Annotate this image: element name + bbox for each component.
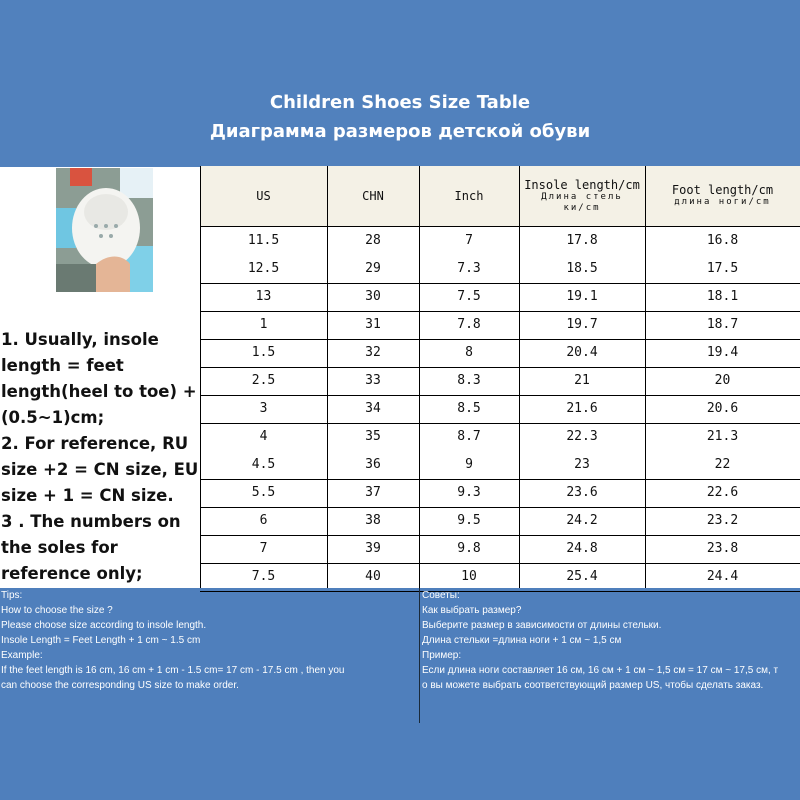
- table-cell: 23: [574, 457, 590, 472]
- table-cell: 19.4: [706, 345, 739, 360]
- note-line: reference only;: [1, 564, 143, 583]
- header-us-label: US: [256, 188, 271, 203]
- table-cell: 13: [255, 289, 272, 304]
- table-cell: 8.7: [457, 429, 481, 444]
- table-cell: 12.5: [247, 261, 280, 276]
- tips-divider: [419, 588, 420, 723]
- note-line: 1. Usually, insole: [1, 330, 159, 349]
- table-cell: 34: [365, 401, 381, 416]
- table-cell: 2.5: [251, 373, 276, 388]
- table-cell: 8: [465, 345, 473, 360]
- table-cell: 1.5: [251, 345, 276, 360]
- table-cell: 6: [259, 513, 268, 528]
- table-cell: 4: [259, 429, 268, 444]
- tip-line: Выберите размер в зависимости от длины стельки.: [422, 620, 662, 631]
- tip-line: How to choose the size ?: [1, 605, 113, 616]
- column-divider: [519, 166, 520, 588]
- tip-line: о вы можете выбрать соответствующий размер US, чтобы сделать заказ.: [422, 680, 764, 691]
- column-divider: [200, 166, 201, 588]
- table-cell: 9.8: [457, 541, 481, 556]
- left-panel: [0, 167, 200, 588]
- header-inch-label: Inch: [454, 188, 484, 203]
- table-cell: 9.3: [457, 485, 481, 500]
- table-cell: 16.8: [706, 233, 739, 248]
- header-foot-label: Foot length/cm: [671, 183, 774, 197]
- note-line: length = feet: [1, 356, 124, 375]
- table-cell: 18.1: [706, 289, 739, 304]
- table-cell: 7.8: [457, 317, 481, 332]
- header-insole-sub: Длина стель ки/cm: [541, 191, 623, 213]
- header-us: [200, 166, 327, 226]
- table-cell: 24.8: [566, 541, 598, 556]
- tip-line: Please choose size according to insole length.: [1, 620, 207, 631]
- table-cell: 39: [365, 541, 381, 556]
- table-cell: 3: [259, 401, 268, 416]
- note-line: length(heel to toe) +: [1, 382, 197, 401]
- table-row: [200, 367, 800, 396]
- table-cell: 31: [365, 317, 381, 332]
- header-insole: [519, 166, 645, 226]
- note-line: (0.5~1)cm;: [1, 408, 105, 427]
- shoe-photo: [56, 168, 153, 292]
- table-cell: 30: [365, 289, 381, 304]
- table-cell: 32: [365, 345, 381, 360]
- table-cell: 20.6: [706, 401, 739, 416]
- header-chn: [327, 166, 419, 226]
- table-cell: 23.8: [706, 541, 739, 556]
- table-cell: 23.6: [566, 485, 598, 500]
- table-cell: 8.5: [457, 401, 481, 416]
- table-row: [200, 395, 800, 424]
- title-russian: Диаграмма размеров детской обуви: [209, 121, 591, 142]
- size-notes: [1, 327, 199, 587]
- table-cell: 37: [365, 485, 381, 500]
- table-cell: 7.5: [251, 569, 276, 584]
- header-chn-label: CHN: [362, 188, 384, 203]
- table-header-row: [200, 166, 800, 227]
- column-divider: [419, 166, 420, 588]
- table-cell: 28: [365, 233, 381, 248]
- table-cell: 5.5: [251, 485, 276, 500]
- tip-line: Как выбрать размер?: [422, 605, 522, 616]
- header-inch: [419, 166, 519, 226]
- table-cell: 10: [461, 569, 477, 584]
- table-cell: 17.5: [706, 261, 739, 276]
- table-cell: 20: [714, 373, 731, 388]
- table-cell: 22.3: [566, 429, 598, 444]
- table-cell: 19.1: [566, 289, 598, 304]
- table-cell: 17.8: [566, 233, 598, 248]
- table-row: [200, 227, 800, 255]
- tips-russian: [422, 588, 800, 723]
- table-row: [200, 255, 800, 284]
- table-cell: 18.5: [566, 261, 598, 276]
- table-cell: 40: [365, 569, 381, 584]
- column-divider: [645, 166, 646, 588]
- tip-line: Советы:: [422, 590, 460, 601]
- table-cell: 7: [465, 233, 473, 248]
- tip-line: Insole Length = Feet Length + 1 cm ~ 1.5 cm: [1, 635, 201, 646]
- tip-line: Example:: [1, 650, 43, 661]
- table-cell: 1: [259, 317, 268, 332]
- table-cell: 9.5: [457, 513, 481, 528]
- table-cell: 7.5: [457, 289, 481, 304]
- table-row: [200, 479, 800, 508]
- note-line: size + 1 = CN size.: [1, 486, 174, 505]
- tip-line: Длина стельки =длина ноги + 1 см ~ 1,5 см: [422, 635, 622, 646]
- note-line: size +2 = CN size, EU: [1, 460, 199, 479]
- table-cell: 7.3: [457, 261, 481, 276]
- tip-line: Tips:: [1, 590, 23, 601]
- table-row: [200, 451, 800, 480]
- tip-line: can choose the corresponding US size to make order.: [1, 680, 239, 691]
- tip-line: Пример:: [422, 650, 462, 661]
- table-cell: 29: [365, 261, 381, 276]
- table-row: [200, 535, 800, 564]
- table-cell: 35: [365, 429, 381, 444]
- table-cell: 21.3: [706, 429, 739, 444]
- table-cell: 20.4: [566, 345, 598, 360]
- table-cell: 36: [365, 457, 381, 472]
- note-line: the soles for: [1, 538, 118, 557]
- table-cell: 8.3: [457, 373, 481, 388]
- table-cell: 21.6: [566, 401, 598, 416]
- table-row: [200, 311, 800, 340]
- table-cell: 24.2: [566, 513, 598, 528]
- column-divider: [327, 166, 328, 588]
- note-line: 3 . The numbers on: [1, 512, 181, 531]
- table-cell: 33: [365, 373, 381, 388]
- table-row: [200, 283, 800, 312]
- tip-line: Если длина ноги составляет 16 см, 16 см + 1 см ~ 1,5 см = 17 см ~ 17,5 см, т: [422, 665, 779, 676]
- header-insole-label: Insole length/cm: [524, 177, 640, 192]
- table-cell: 21: [574, 373, 590, 388]
- table-cell: 25.4: [566, 569, 598, 584]
- table-cell: 24.4: [706, 569, 739, 584]
- table-cell: 19.7: [566, 317, 598, 332]
- table-row: [200, 507, 800, 536]
- title-english: Children Shoes Size Table: [269, 92, 531, 113]
- note-line: 2. For reference, RU: [1, 434, 189, 453]
- size-table: [200, 166, 800, 588]
- table-cell: 22.6: [706, 485, 739, 500]
- table-row: [200, 339, 800, 368]
- table-cell: 4.5: [251, 457, 276, 472]
- table-cell: 22: [714, 457, 731, 472]
- table-cell: 23.2: [706, 513, 739, 528]
- header-banner: [0, 0, 800, 167]
- table-cell: 18.7: [706, 317, 739, 332]
- table-row: [200, 423, 800, 451]
- table-cell: 9: [465, 457, 473, 472]
- header-foot-sub: длина ноги/cm: [674, 197, 771, 207]
- tips-english: [1, 588, 417, 723]
- header-foot: [645, 166, 800, 226]
- table-cell: 38: [365, 513, 381, 528]
- table-cell: 11.5: [247, 233, 280, 248]
- table-cell: 7: [259, 541, 268, 556]
- tip-line: If the feet length is 16 cm, 16 cm + 1 cm - 1.5 cm= 17 cm - 17.5 cm , then you: [1, 665, 345, 676]
